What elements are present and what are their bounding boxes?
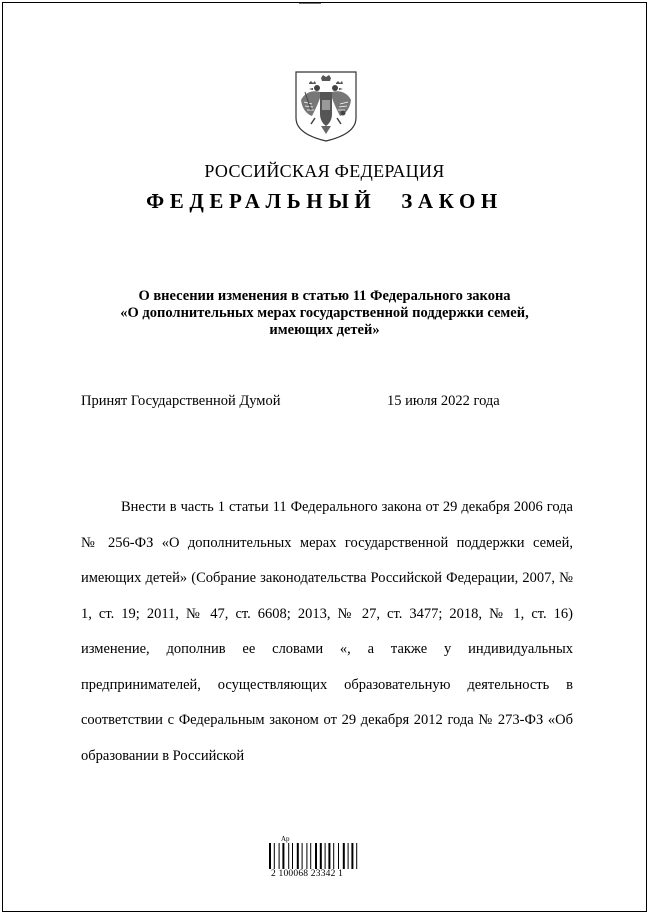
document-type-heading: ФЕДЕРАЛЬНЫЙ ЗАКОН [146, 189, 503, 213]
body-paragraph: Внести в часть 1 статьи 11 Федерального закона от 29 декабря 2006 года № 256-ФЗ «О дополнительных мерах государственной поддержки семей, имеющих детей» (Собрание законодательства Российской Федерации, 2007, № 1, ст. 19; 2011, № 47, ст. 6608; 2013, № 27, ст. 3477; 2018, № 1, ст. 16) изменение, дополнив ее словами «, а также у индивидуальных предпринимателей, осуществляющих образовательную деятельность в соответствии с Федеральным законом от 29 декабря 2012 года № 273-ФЗ «Об образовании в Российской [81, 499, 573, 764]
country-name: РОССИЙСКАЯ ФЕДЕРАЦИЯ [204, 161, 445, 181]
law-title-line-3: имеющих детей» [269, 322, 380, 338]
barcode-icon [265, 843, 385, 869]
document-page [2, 2, 647, 912]
adoption-date: 15 июля 2022 года [387, 393, 500, 409]
barcode-block [265, 835, 385, 883]
law-title-line-2: «О дополнительных мерах государственной поддержки семей, [120, 305, 529, 321]
top-scan-mark [299, 3, 321, 4]
adopted-by: Принят Государственной Думой [81, 393, 281, 409]
law-title-line-1: О внесении изменения в статью 11 Федерального закона [138, 288, 511, 304]
signature-mark: Ар [281, 835, 290, 843]
barcode-number: 2 100068 23342 1 [271, 869, 344, 879]
state-emblem-icon [293, 70, 359, 143]
law-title [73, 288, 576, 339]
